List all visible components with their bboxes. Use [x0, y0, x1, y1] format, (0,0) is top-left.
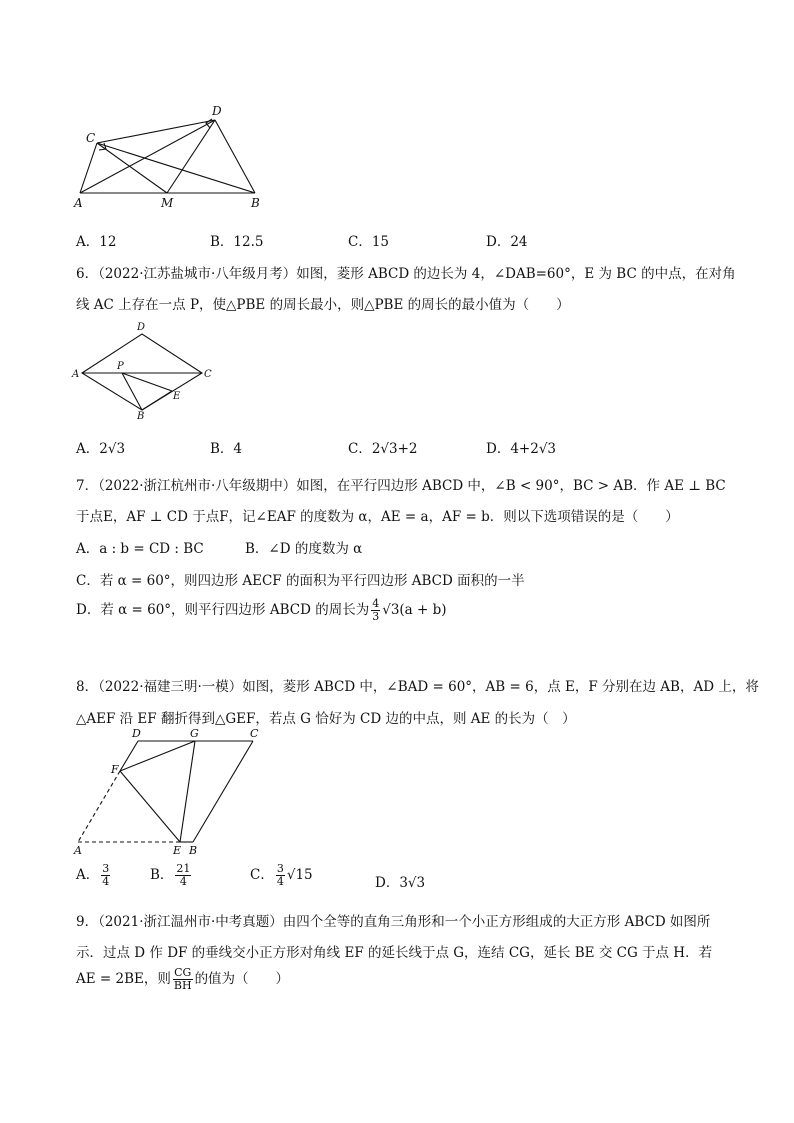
q8-option-a-num: 3	[102, 862, 110, 875]
q6-stem-line1: 6．（2022·江苏盐城市·八年级月考）如图，菱形 ABCD 的边长为 4，∠DAB=60°，E 为 BC 的中点，在对角	[76, 266, 736, 282]
q6-option-d[interactable]: D．4+2√3	[486, 441, 557, 457]
q5-label-C: C	[86, 131, 96, 145]
q8-option-c-den: 4	[276, 875, 284, 888]
q9-stem-line3-suffix: 的值为（ ）	[194, 971, 290, 987]
q5-label-A: A	[74, 196, 83, 210]
q7-option-d-frac-den: 3	[372, 610, 380, 623]
q9-frac-num: CG	[174, 966, 192, 979]
q5-option-c[interactable]: C．15	[348, 234, 390, 250]
q5-option-b[interactable]: B．12.5	[210, 234, 264, 250]
q8-label-G: G	[190, 728, 199, 740]
q8-option-d[interactable]	[375, 871, 425, 891]
q6-option-c[interactable]: C．2√3+2	[348, 441, 418, 457]
q6-figure	[70, 318, 220, 420]
q6-stem-line2: 线 AC 上存在一点 P，使△PBE 的周长最小，则△PBE 的周长的最小值为（ ）	[76, 297, 570, 313]
q5-option-a[interactable]: A．12	[76, 234, 117, 250]
q8-option-a-den: 4	[102, 875, 110, 888]
q7-option-d[interactable]	[76, 598, 447, 623]
q8-label-D: D	[132, 728, 141, 740]
q8-label-B: B	[189, 844, 198, 857]
q5-label-M: M	[161, 196, 174, 210]
q8-option-c-rest: √15	[286, 867, 313, 883]
q5-label-B: B	[251, 196, 260, 210]
q9-stem-line3	[76, 967, 289, 992]
q7-option-d-suffix: √3(a + b)	[382, 602, 447, 618]
q7-stem-line2: 于点E，AF ⊥ CD 于点F，记∠EAF 的度数为 α，AE = a，AF = b．则以下选项错误的是（ ）	[76, 509, 679, 525]
q8-option-c-num: 3	[276, 862, 284, 875]
q7-option-d-fraction	[371, 598, 380, 623]
q6-option-b[interactable]: B．4	[210, 441, 243, 457]
q8-option-c-fraction	[276, 863, 285, 888]
q9-stem-line2: 示．过点 D 作 DF 的垂线交小正方形对角线 EF 的延长线于点 G，连结 CG，延长 BE 交 CG 于点 H．若	[76, 945, 713, 961]
q7-option-d-prefix: D．若 α = 60°，则平行四边形 ABCD 的周长为	[76, 602, 370, 618]
q6-label-P: P	[117, 361, 124, 372]
q8-option-a-fraction	[101, 863, 110, 888]
q8-stem-line2: △AEF 沿 EF 翻折得到△GEF，若点 G 恰好为 CD 边的中点，则 AE 的长为（ ）	[76, 711, 576, 727]
q8-stem-line1: 8．（2022·福建三明·一模）如图，菱形 ABCD 中，∠BAD = 60°，AB = 6，点 E，F 分别在边 AB，AD 上，将	[76, 679, 759, 695]
q7-option-c[interactable]: C．若 α = 60°，则四边形 AECF 的面积为平行四边形 ABCD 面积的一半	[76, 573, 525, 589]
q8-option-a-prefix: A．	[76, 867, 100, 883]
q5-option-d[interactable]: D．24	[486, 234, 528, 250]
q7-option-d-frac-num: 4	[372, 597, 380, 610]
q8-label-F: F	[111, 763, 119, 776]
q5-figure	[70, 98, 270, 210]
q9-stem-line1: 9．（2021·浙江温州市·中考真题）由四个全等的直角三角形和一个小正方形组成的大正方形 ABCD 如图所	[76, 914, 711, 930]
q7-stem-line1: 7．（2022·浙江杭州市·八年级期中）如图，在平行四边形 ABCD 中，∠B < 90°，BC > AB．作 AE ⊥ BC	[76, 478, 726, 494]
q8-option-b[interactable]	[150, 863, 193, 888]
q8-option-b-prefix: B．	[150, 867, 174, 883]
q7-option-b[interactable]: B．∠D 的度数为 α	[245, 541, 363, 557]
q8-figure	[70, 728, 270, 858]
q6-label-B: B	[137, 411, 145, 420]
q6-label-D: D	[137, 322, 146, 333]
q9-fraction	[173, 967, 193, 992]
q9-stem-line3-prefix: AE = 2BE，则	[76, 971, 171, 987]
q8-option-b-num: 21	[176, 862, 191, 875]
q8-option-b-fraction	[175, 863, 191, 888]
q6-label-E: E	[173, 391, 181, 402]
q8-option-d-prefix: D．	[375, 875, 400, 891]
q8-option-d-rest: 3√3	[399, 875, 426, 891]
q5-label-D: D	[212, 104, 222, 118]
q6-option-a[interactable]: A．2√3	[76, 441, 126, 457]
q6-label-A: A	[72, 369, 80, 380]
q8-label-A: A	[74, 844, 82, 857]
q7-option-a[interactable]: A．a : b = CD : BC	[76, 541, 204, 557]
q8-option-b-den: 4	[179, 875, 187, 888]
q9-frac-den: BH	[173, 979, 192, 992]
q8-label-E: E	[173, 844, 182, 857]
q8-option-a[interactable]	[76, 863, 112, 888]
q8-option-c[interactable]	[250, 863, 313, 888]
q8-label-C: C	[250, 728, 259, 740]
q8-option-c-prefix: C．	[250, 867, 274, 883]
q6-label-C: C	[204, 369, 212, 380]
